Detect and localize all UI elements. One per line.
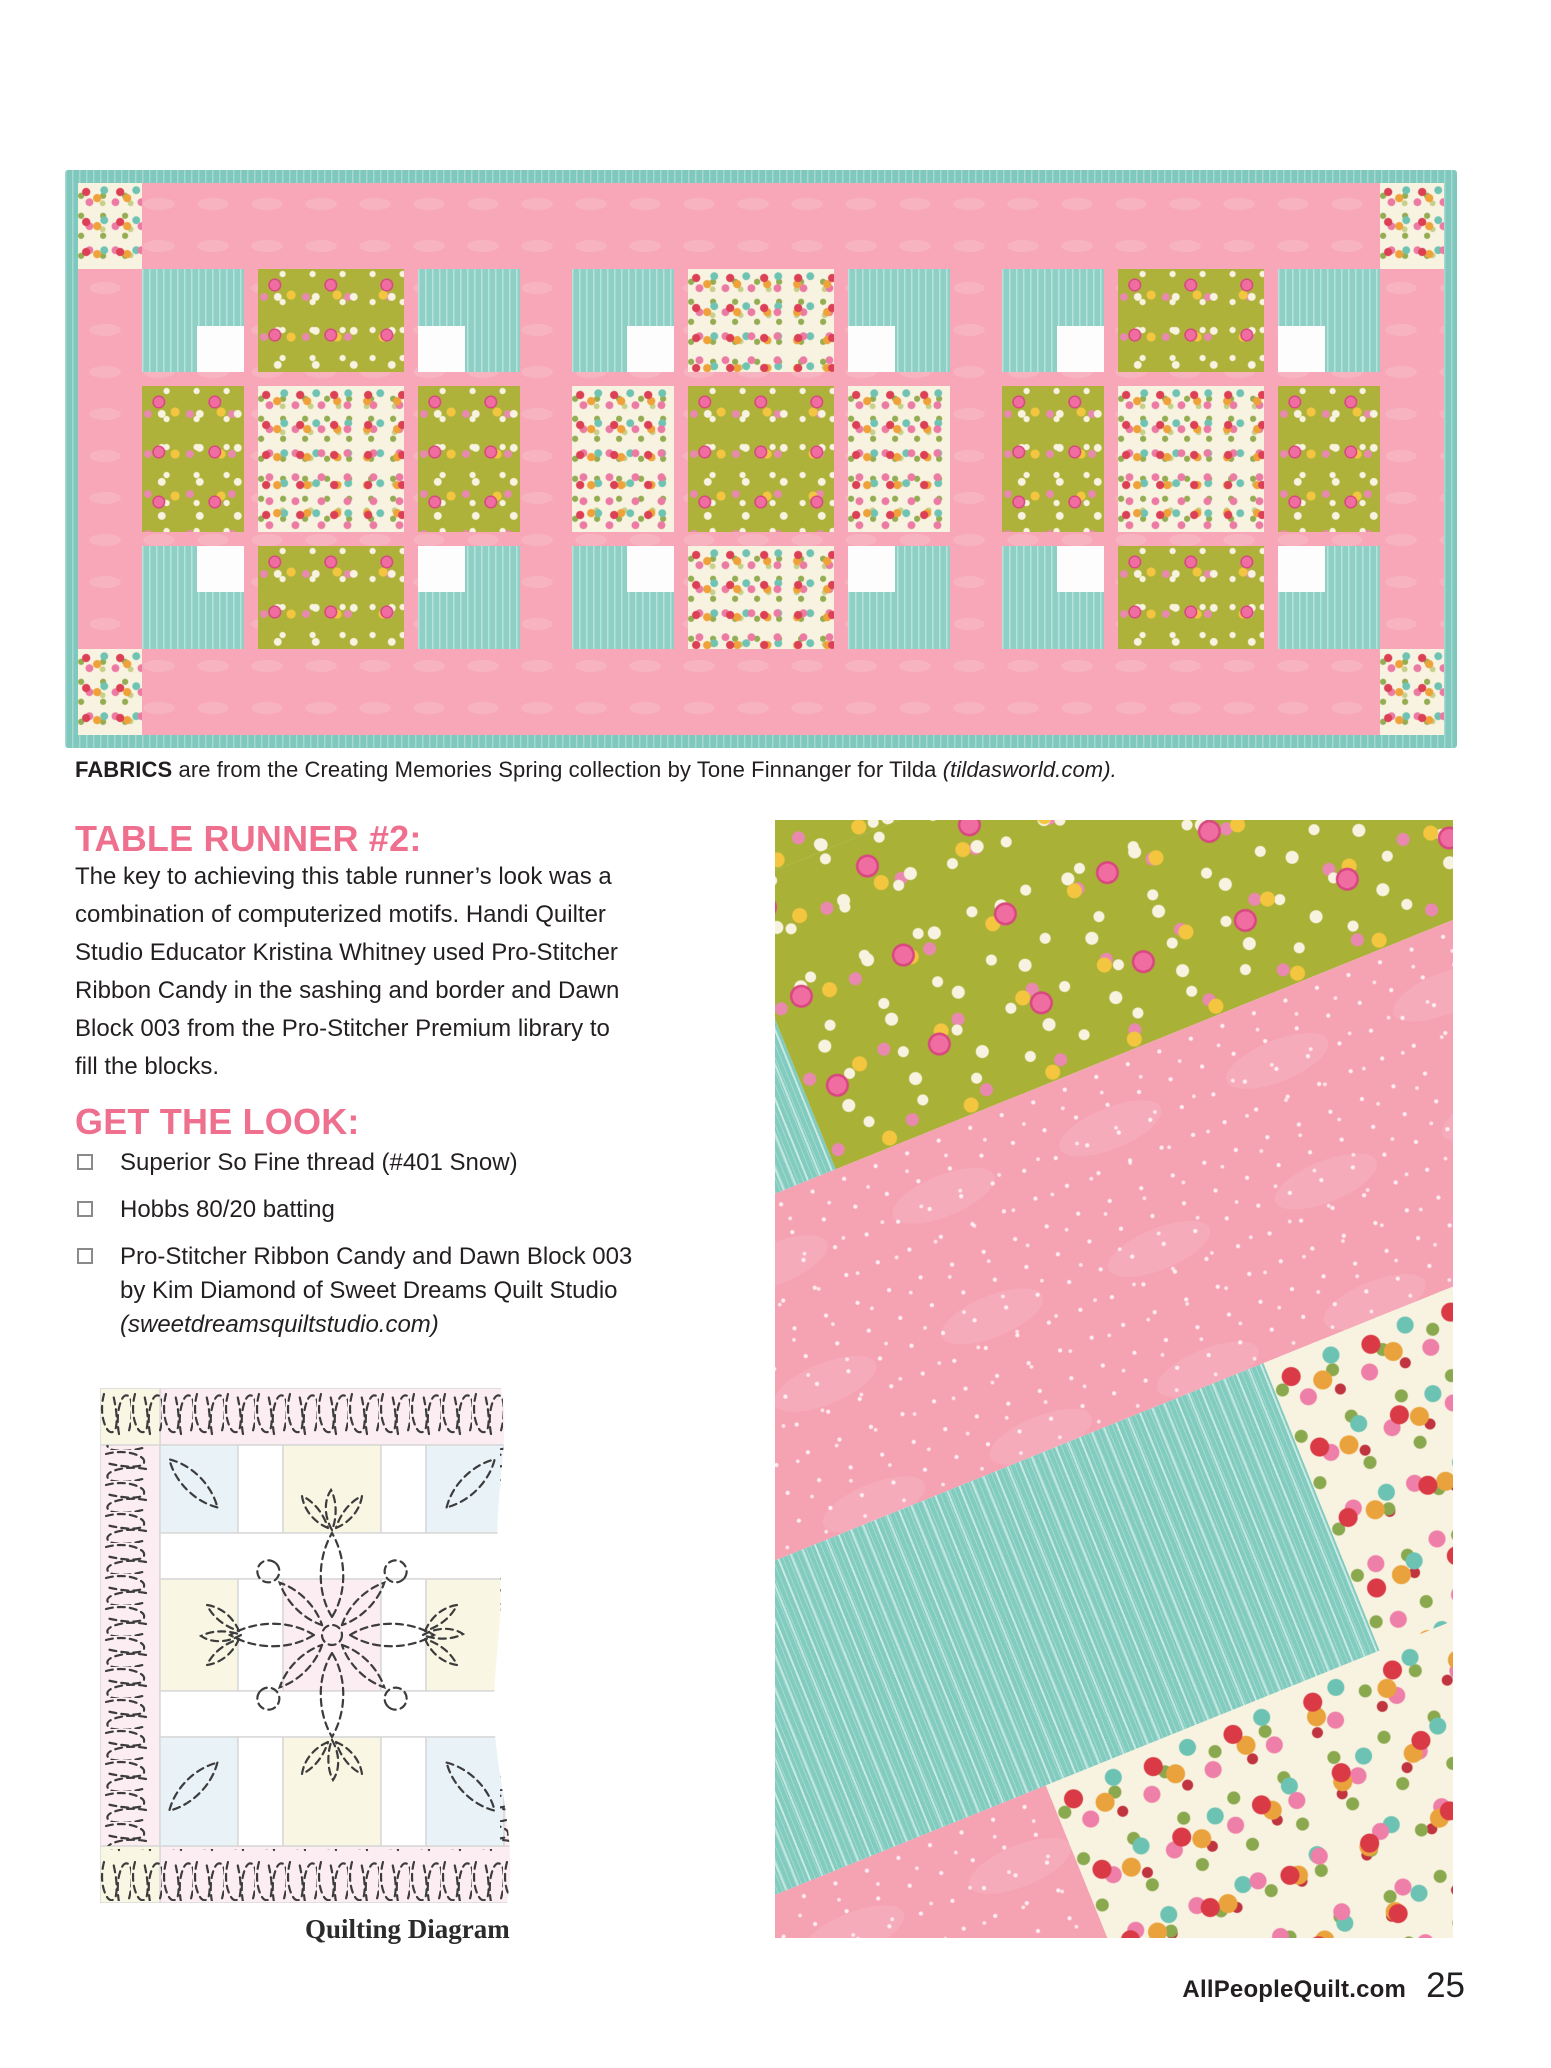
quilt-white-notch xyxy=(418,546,465,591)
look-item-line: (sweetdreamsquiltstudio.com) xyxy=(120,1311,439,1338)
quilt-corner-patch xyxy=(142,269,244,372)
look-item xyxy=(77,1146,632,1180)
quilt-center-patch xyxy=(1118,386,1264,533)
runner-corner-square xyxy=(78,649,142,735)
table-runner-photo xyxy=(65,170,1457,748)
look-item xyxy=(77,1193,632,1227)
runner-pink-border xyxy=(78,183,1444,735)
runner-blocks-row xyxy=(142,269,1380,649)
quilt-corner-patch xyxy=(572,546,674,649)
footer-page-number: 25 xyxy=(1426,1966,1465,2005)
closeup-rotated-patchwork xyxy=(775,820,1453,1938)
look-item xyxy=(77,1240,632,1342)
fabrics-caption-text: are from the Creating Memories Spring collection by Tone Finnanger for Tilda xyxy=(172,757,943,782)
quilt-corner-patch xyxy=(848,546,950,649)
quilt-block xyxy=(142,269,520,649)
table-runner-body xyxy=(75,858,619,1086)
body-line: Ribbon Candy in the sashing and border and Dawn xyxy=(75,977,620,1004)
quilt-block xyxy=(572,269,950,649)
quilt-corner-patch xyxy=(1278,546,1380,649)
quilt-corner-patch xyxy=(418,546,520,649)
body-line: Studio Educator Kristina Whitney used Pro-Stitcher xyxy=(75,939,618,966)
quilt-block xyxy=(1002,269,1380,649)
table-runner-heading: TABLE RUNNER #2: xyxy=(75,818,422,859)
quilt-corner-patch xyxy=(848,269,950,372)
quilt-corner-patch xyxy=(572,269,674,372)
quilt-edge-patch xyxy=(1118,269,1264,372)
look-item-line: Pro-Stitcher Ribbon Candy and Dawn Block 003 xyxy=(120,1243,633,1270)
look-item-line: Hobbs 80/20 batting xyxy=(120,1196,335,1223)
quilt-edge-patch xyxy=(1118,546,1264,649)
quilt-edge-patch xyxy=(688,546,834,649)
quilt-corner-patch xyxy=(418,269,520,372)
fabrics-caption-lead: FABRICS xyxy=(75,757,173,782)
quilt-white-notch xyxy=(197,546,244,591)
fabrics-caption-site: (tildasworld.com). xyxy=(942,757,1117,782)
quilt-edge-patch xyxy=(848,386,950,533)
quilt-edge-patch xyxy=(258,546,404,649)
checkbox-bullet-icon xyxy=(77,1201,93,1217)
quilt-white-notch xyxy=(418,326,465,371)
quilt-edge-patch xyxy=(1002,386,1104,533)
quilt-white-notch xyxy=(627,326,674,371)
fabrics-caption xyxy=(75,757,1117,783)
body-line: fill the blocks. xyxy=(75,1053,220,1080)
quilt-white-notch xyxy=(848,326,895,371)
runner-corner-square xyxy=(78,183,142,269)
body-line: The key to achieving this table runner’s look was a xyxy=(75,863,612,890)
runner-corner-square xyxy=(1380,649,1444,735)
quilt-edge-patch xyxy=(1278,386,1380,533)
quilt-corner-patch xyxy=(1002,546,1104,649)
quilting-diagram-drawing xyxy=(100,1388,520,1903)
quilt-center-patch xyxy=(688,386,834,533)
look-item-line: Superior So Fine thread (#401 Snow) xyxy=(120,1149,518,1176)
quilt-closeup-photo xyxy=(775,820,1453,1938)
quilt-corner-patch xyxy=(1002,269,1104,372)
get-the-look-heading: GET THE LOOK: xyxy=(75,1101,360,1142)
quilt-edge-patch xyxy=(688,269,834,372)
quilt-white-notch xyxy=(848,546,895,591)
quilt-edge-patch xyxy=(418,386,520,533)
footer-site: AllPeopleQuilt.com xyxy=(1182,1976,1407,2003)
quilt-edge-patch xyxy=(258,269,404,372)
quilt-edge-patch xyxy=(142,386,244,533)
body-line: combination of computerized motifs. Handi Quilter xyxy=(75,901,606,928)
quilting-diagram xyxy=(100,1388,520,1903)
quilt-white-notch xyxy=(197,326,244,371)
quilt-corner-patch xyxy=(142,546,244,649)
runner-corner-square xyxy=(1380,183,1444,269)
quilting-diagram-caption: Quilting Diagram xyxy=(305,1914,510,1944)
body-line: Block 003 from the Pro-Stitcher Premium library to xyxy=(75,1015,610,1042)
quilt-white-notch xyxy=(1278,546,1325,591)
quilt-center-patch xyxy=(258,386,404,533)
quilt-corner-patch xyxy=(1278,269,1380,372)
quilt-white-notch xyxy=(1057,326,1104,371)
look-item-line: by Kim Diamond of Sweet Dreams Quilt Studio xyxy=(120,1277,618,1304)
quilt-edge-patch xyxy=(572,386,674,533)
quilt-white-notch xyxy=(627,546,674,591)
quilt-white-notch xyxy=(1057,546,1104,591)
get-the-look-list xyxy=(77,1146,632,1355)
quilt-white-notch xyxy=(1278,326,1325,371)
checkbox-bullet-icon xyxy=(77,1248,93,1264)
page-footer xyxy=(1182,1966,1465,2006)
checkbox-bullet-icon xyxy=(77,1154,93,1170)
